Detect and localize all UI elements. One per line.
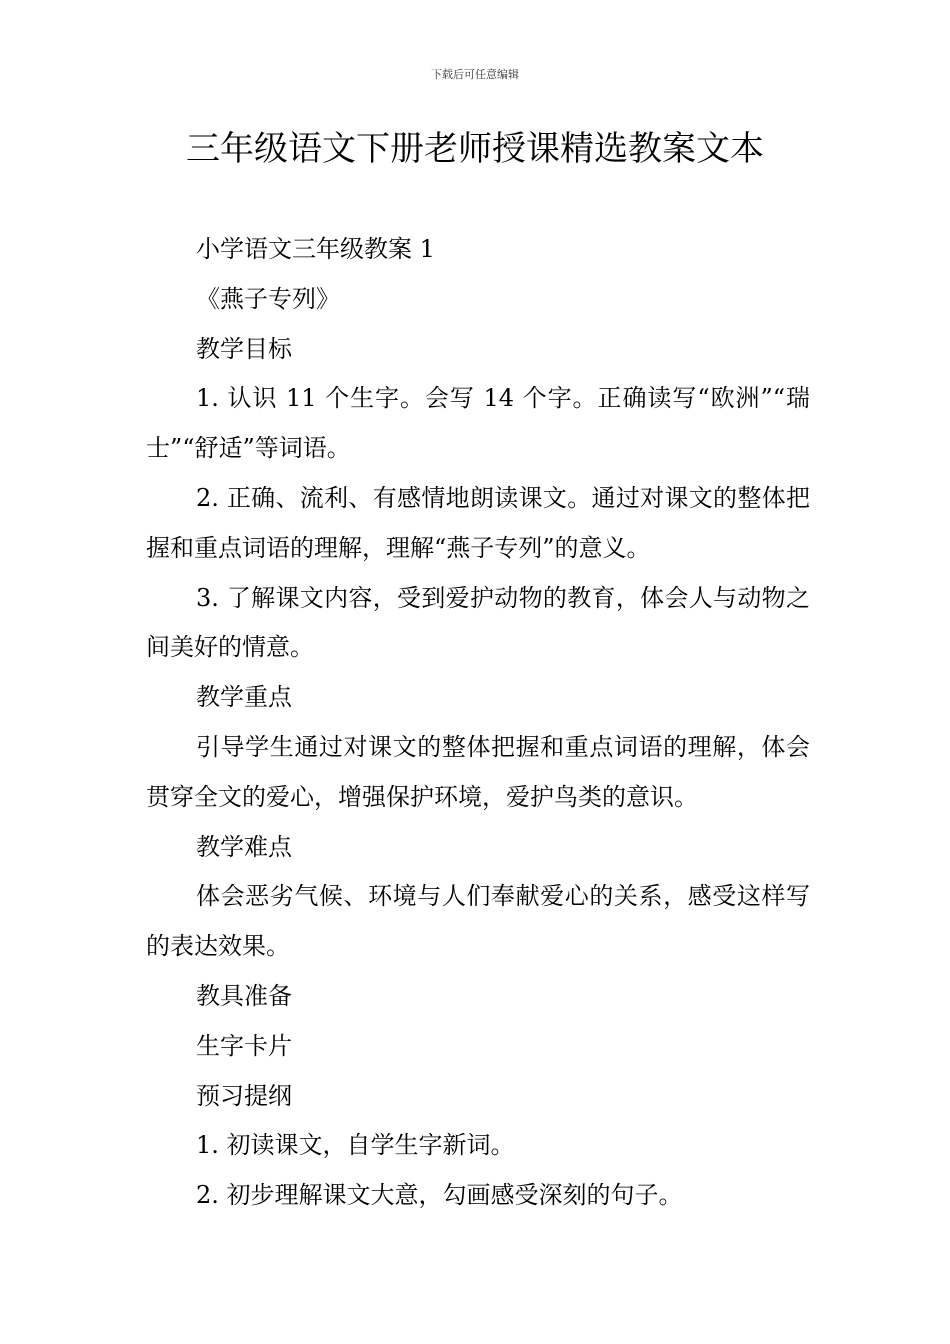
objective-item-2: 2. 正确、流利、有感情地朗读课文。通过对课文的整体把握和重点词语的理解，理解“燕子专列”的意义。 bbox=[146, 483, 810, 562]
difficulties-text: 体会恶劣气候、环境与人们奉献爱心的关系，感受这样写的表达效果。 bbox=[146, 882, 810, 961]
objective-item-3: 3. 了解课文内容，受到爱护动物的教育，体会人与动物之间美好的情意。 bbox=[146, 583, 810, 662]
section-heading-difficulties: 教学难点 bbox=[196, 832, 292, 861]
lesson-text-title: 《燕子专列》 bbox=[196, 284, 340, 313]
download-note: 下载后可任意编辑 bbox=[431, 68, 519, 81]
document-body bbox=[146, 225, 810, 1221]
key-points-text: 引导学生通过对课文的整体把握和重点词语的理解，体会贯穿全文的爱心，增强保护环境，爱护鸟类的意识。 bbox=[146, 732, 810, 811]
preview-item-2: 2. 初步理解课文大意，勾画感受深刻的句子。 bbox=[196, 1181, 683, 1210]
materials-text: 生字卡片 bbox=[196, 1031, 292, 1060]
section-heading-key-points: 教学重点 bbox=[196, 683, 292, 712]
document-title: 三年级语文下册老师授课精选教案文本 bbox=[186, 129, 764, 169]
lesson-heading: 小学语文三年级教案 1 bbox=[196, 235, 435, 263]
section-heading-materials: 教具准备 bbox=[196, 981, 292, 1010]
objective-item-1: 1. 认识 11 个生字。会写 14 个字。正确读写“欧洲”“瑞士”“舒适”等词语。 bbox=[146, 384, 810, 463]
preview-item-1: 1. 初读课文，自学生字新词。 bbox=[196, 1131, 515, 1160]
section-heading-preview: 预习提纲 bbox=[196, 1081, 292, 1110]
section-heading-objectives: 教学目标 bbox=[196, 334, 292, 363]
